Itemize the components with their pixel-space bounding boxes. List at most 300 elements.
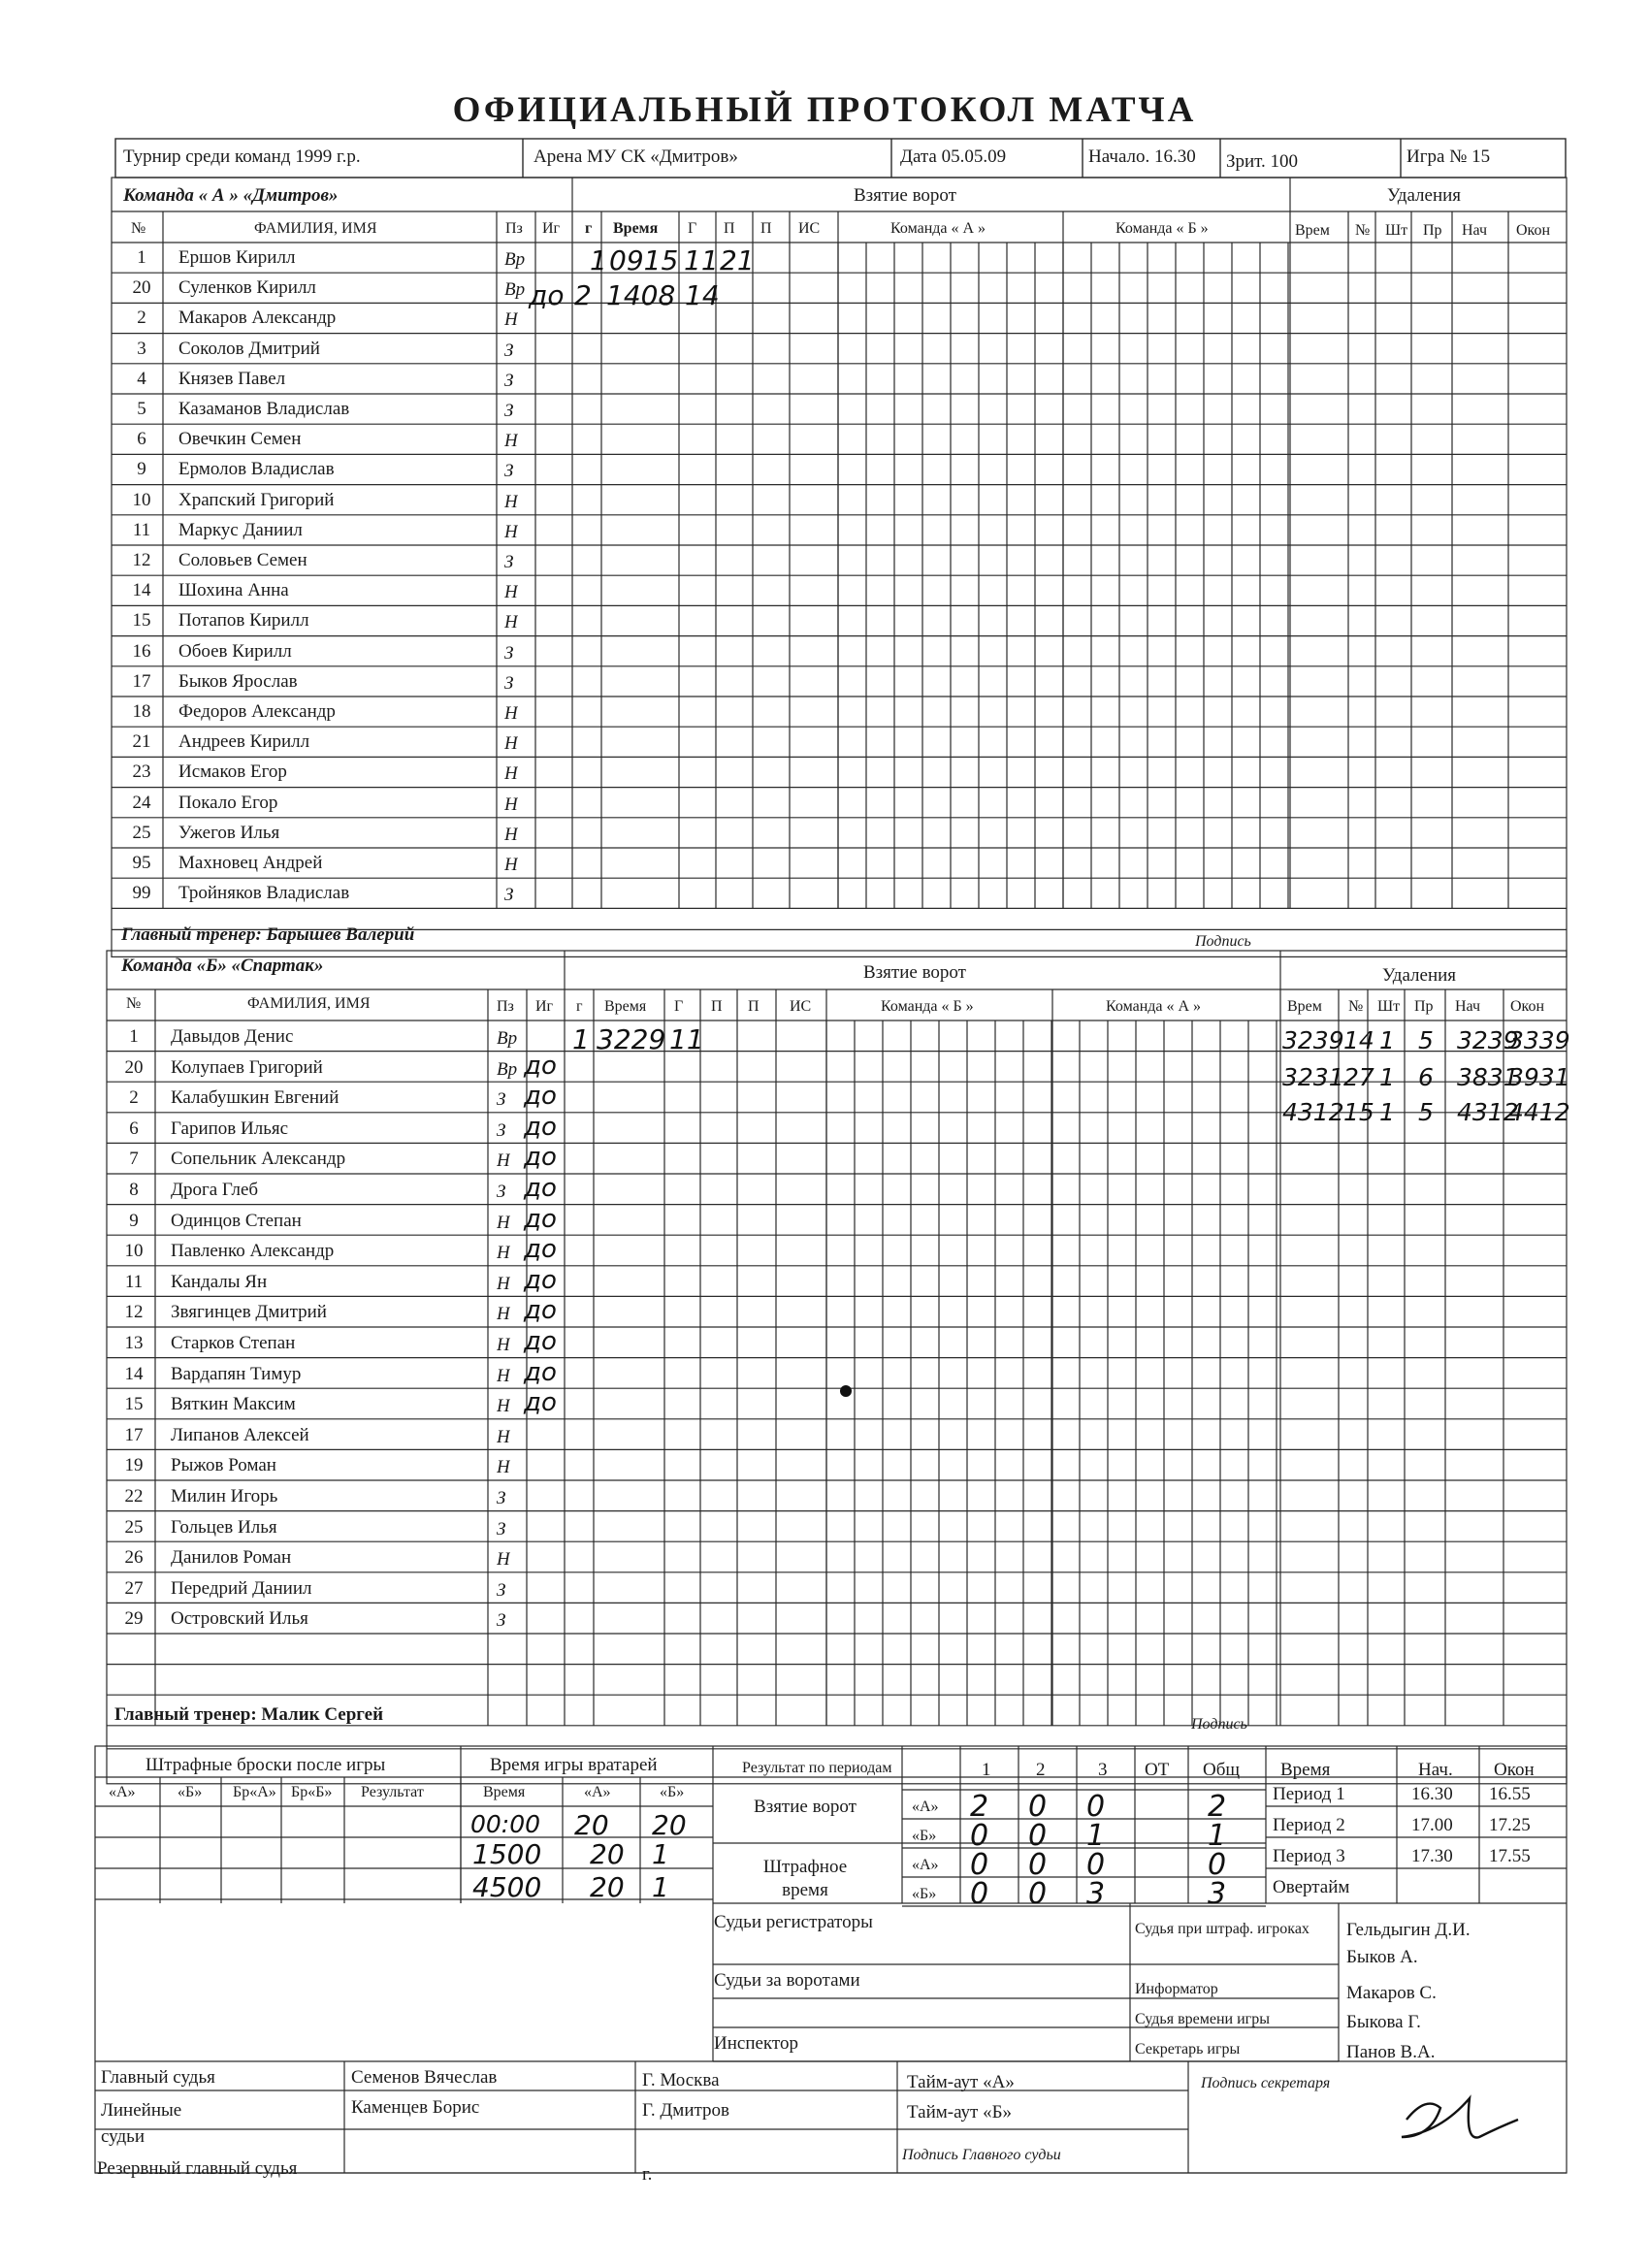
team-b-player-name: Островский Илья [171,1609,308,1629]
period-score-pen-a: 0 [970,1848,989,1882]
team-b-player-number: 29 [124,1609,144,1629]
team-b-player-position: Вр [497,1029,518,1048]
team-a-player-number: 5 [137,400,146,418]
goals-team-a-tag: «А» [912,1799,939,1815]
team-b-pen-3-time: 4312 [1282,1098,1344,1126]
team-a-player-name: Потапов Кирилл [178,611,309,631]
period-1-header: 1 [982,1761,991,1779]
team-a-played-mark: до [529,279,565,311]
period-score-goals-b: 1 [1086,1819,1106,1853]
team-b-player-number: 26 [124,1548,144,1568]
team-a-player-name: Соловьев Семен [178,551,307,569]
team-b-player-number: 17 [124,1425,144,1444]
game-number-label: Игра № 15 [1406,147,1491,166]
team-a-player-position: Н [504,734,518,754]
gk-col-a: «А» [584,1785,611,1800]
team-a-goal-1-assist: 21 [720,244,755,276]
team-a-player-number: 12 [132,551,151,569]
period-score-pen-b: 0 [970,1877,989,1911]
team-b-player-name: Давыдов Денис [171,1027,294,1046]
line-referees-name: Каменцев Борис [351,2098,480,2117]
team-b-player-position: Н [497,1305,510,1324]
chief-signature-label: Подпись Главного судьи [902,2148,1061,2163]
reserve-referee-city: г. [642,2165,653,2184]
team-b-player-name: Калабушкин Евгений [171,1088,340,1108]
page-title: ОФИЦИАЛЬНЫЙ ПРОТОКОЛ МАТЧА [452,90,1197,130]
head-referee-city: Г. Москва [642,2071,720,2090]
team-b-label: Команда «Б» «Спартак» [121,956,324,975]
gk-col-time: Время [483,1785,526,1800]
team-b-goal-1-scorer: 11 [669,1023,704,1055]
team-b-played-mark: до [524,1174,557,1203]
period-score-goals-a: 2 [970,1790,989,1824]
team-a-team-col-1: Команда « А » [890,221,986,237]
team-b-player-name: Липанов Алексей [171,1425,309,1444]
goals-row-label: Взятие ворот [754,1797,857,1817]
period-score-goals-b: 1 [1208,1819,1227,1853]
line-referees-city: Г. Дмитров [642,2101,729,2120]
team-a-player-number: 20 [132,278,151,298]
team-b-player-name: Данилов Роман [171,1548,292,1568]
team-a-pen-col-pen: Шт [1385,223,1408,239]
team-b-player-name: Звягинцев Дмитрий [171,1303,327,1322]
shootout-title: Штрафные броски после игры [146,1756,386,1774]
team-b-player-position: Н [497,1427,510,1446]
team-b-pen-3-start: 4312 [1457,1098,1519,1126]
team-b-pen-2-time: 3231 [1282,1063,1344,1091]
period-time-start: 16.30 [1411,1785,1453,1803]
penalty-box-judge-name-1: Гельдыгин Д.И. [1346,1921,1471,1939]
shootout-col-bra: Бр«А» [233,1785,276,1800]
team-b-pen-1-no: 14 [1343,1026,1374,1054]
team-a-player-name: Федоров Александр [178,702,336,721]
team-b-player-name: Колупаев Григорий [171,1057,323,1077]
spectators-label: Зрит. 100 [1226,152,1299,171]
team-a-player-number: 4 [137,369,146,388]
team-a-player-name: Тройняков Владислав [178,884,350,903]
team-b-pen-1-start: 3239 [1457,1026,1519,1054]
team-b-goal-col-is: ИС [790,999,812,1015]
team-b-pen-col-start: Нач [1455,999,1481,1015]
team-b-player-position: З [497,1183,506,1201]
team-b-player-position: Вр [497,1059,518,1079]
arena-label: Арена МУ СК «Дмитров» [534,147,738,166]
team-a-player-position: З [504,371,514,390]
team-b-player-number: 10 [124,1242,144,1261]
team-b-player-number: 13 [124,1334,144,1352]
officials-goal-judges: Судьи за воротами [714,1971,860,1990]
period-time-label: Период 3 [1273,1847,1345,1865]
team-a-player-position: Н [504,856,518,874]
team-b-goal-1-number: 1 [572,1023,590,1055]
team-a-goal-col-goal: Г [688,221,697,237]
period-score-goals-a: 0 [1086,1790,1106,1824]
team-a-goals-section: Взятие ворот [854,186,956,205]
team-a-pen-col-time: Врем [1295,223,1330,239]
team-b-pen-3-code: 5 [1418,1098,1434,1126]
team-a-player-number: 17 [132,671,151,691]
gk-row-2-b: 1 [652,1838,669,1870]
informer-name: Макаров С. [1346,1984,1437,2002]
team-b-player-number: 14 [124,1364,144,1383]
penalty-box-judge-role: Судья при штраф. игроках [1135,1921,1310,1937]
team-a-goal-2-scorer: 14 [685,279,720,311]
team-a-player-number: 9 [137,460,146,479]
team-a-col-played: Иг [542,221,561,237]
team-a-player-number: 6 [137,430,146,449]
team-b-player-name: Вяткин Максим [171,1395,296,1414]
period-score-goals-a: 2 [1208,1790,1227,1824]
team-a-player-position: Н [504,613,518,632]
team-a-player-name: Ермолов Владислав [178,460,335,479]
period-ot-header: ОТ [1145,1761,1170,1779]
team-a-player-name: Казаманов Владислав [178,400,350,418]
team-a-player-number: 1 [137,248,146,267]
team-b-pen-col-no: № [1348,999,1364,1015]
team-b-player-number: 25 [124,1517,144,1537]
pen-team-a-tag: «А» [912,1858,939,1873]
team-a-player-name: Овечкин Семен [178,430,302,449]
team-a-player-number: 18 [132,702,151,721]
officials-inspector: Инспектор [714,2034,798,2053]
period-time-end: 17.25 [1489,1816,1531,1834]
team-b-pen-3-no: 15 [1343,1098,1374,1126]
team-b-penalties-section: Удаления [1382,966,1457,985]
shootout-col-b: «Б» [178,1785,203,1800]
team-a-player-name: Обоев Кирилл [178,641,292,661]
team-b-player-number: 1 [129,1027,139,1046]
team-b-played-mark: до [524,1357,557,1387]
period-score-pen-b: 3 [1208,1877,1227,1911]
team-b-goal-1-time: 3229 [597,1023,666,1055]
team-b-player-name: Павленко Александр [171,1242,335,1261]
team-b-pen-1-code: 5 [1418,1026,1434,1054]
team-b-col-no: № [126,996,142,1012]
team-b-player-position: Н [497,1550,510,1570]
team-a-player-name: Соколов Дмитрий [178,339,320,358]
team-a-col-name: ФАМИЛИЯ, ИМЯ [254,221,377,237]
team-b-pen-col-time: Врем [1287,999,1322,1015]
shootout-col-a: «А» [109,1785,136,1800]
gk-row-1-b: 20 [652,1809,687,1841]
team-b-pen-2-end: 3931 [1508,1063,1570,1091]
team-a-player-number: 10 [132,490,151,509]
team-b-pen-1-pen: 1 [1379,1026,1395,1054]
team-b-played-mark: до [524,1296,557,1326]
signature-mark [1402,2098,1518,2138]
pen-team-b-tag: «Б» [912,1887,937,1902]
gk-row-1-a: 20 [574,1809,609,1841]
team-b-pen-2-no: 27 [1343,1063,1374,1091]
penalty-box-judge-name-2: Быков А. [1346,1948,1418,1966]
team-b-coach: Главный тренер: Малик Сергей [114,1705,384,1724]
team-b-col-pos: Пз [497,999,514,1015]
head-referee-role: Главный судья [101,2068,215,2087]
team-a-pen-col-no: № [1355,223,1371,239]
team-a-player-number: 15 [132,611,151,631]
team-b-played-mark: до [524,1327,557,1356]
team-a-pen-col-end: Окон [1516,223,1551,239]
secretary-role: Секретарь игры [1135,2042,1241,2057]
team-a-player-name: Андреев Кирилл [178,732,310,752]
team-b-played-mark: до [524,1051,557,1081]
team-a-player-name: Ужегов Илья [178,823,280,842]
team-a-player-number: 21 [132,732,151,752]
gk-row-1-time: 00:00 [470,1810,541,1838]
team-a-goal-1-scorer: 11 [684,244,719,276]
team-a-player-position: Н [504,492,518,511]
gk-row-2-time: 1500 [472,1838,542,1870]
team-b-player-position: Н [497,1274,510,1293]
team-a-goal-2-time: 1408 [606,279,676,311]
team-a-signature-label: Подпись [1195,934,1251,950]
gk-row-3-b: 1 [652,1871,669,1903]
results-title: Результат по периодам [742,1761,892,1776]
team-a-player-number: 99 [132,884,151,903]
team-b-team-col-2: Команда « А » [1106,999,1202,1015]
team-a-player-position: Вр [504,280,526,300]
officials-registrars-1: Судьи регистраторы [714,1913,873,1931]
penalty-row-label: Штрафное время [762,1857,848,1900]
team-b-player-number: 9 [129,1211,139,1230]
team-b-pen-col-pen: Шт [1377,999,1401,1015]
period-total-header: Общ [1203,1761,1241,1779]
time-col-start: Нач. [1418,1761,1453,1779]
timeout-a: Тайм-аут «А» [907,2073,1015,2091]
team-a-player-number: 2 [137,308,146,328]
team-b-player-position: З [497,1611,506,1631]
team-b-player-position: Н [497,1366,510,1385]
team-a-goal-col-time: Время [613,221,659,237]
team-b-pen-1-end: 3339 [1508,1026,1570,1054]
team-b-player-position: Н [497,1244,510,1263]
team-a-player-name: Покало Егор [178,793,278,812]
team-a-player-position: З [504,673,514,693]
team-a-player-name: Ершов Кирилл [178,248,296,267]
team-b-player-position: Н [497,1397,510,1416]
team-a-player-name: Исмаков Егор [178,762,287,782]
period-score-pen-a: 0 [1208,1848,1227,1882]
team-b-played-mark: до [524,1235,557,1265]
team-a-player-position: З [504,643,514,663]
team-b-player-number: 15 [124,1395,144,1414]
team-b-player-name: Гольцев Илья [171,1517,277,1537]
team-a-pen-col-code: Пр [1423,223,1442,239]
team-a-pen-col-start: Нач [1462,223,1488,239]
team-a-label: Команда « А » «Дмитров» [123,186,339,205]
team-a-player-position: З [504,462,514,481]
team-b-played-mark: до [524,1082,557,1112]
team-b-player-position: Н [497,1213,510,1232]
team-b-player-position: Н [497,1151,510,1171]
head-referee-name: Семенов Вячеслав [351,2068,498,2087]
team-b-player-number: 8 [129,1181,139,1199]
team-b-player-position: Н [497,1458,510,1477]
team-b-player-name: Вардапян Тимур [171,1364,302,1383]
team-b-player-number: 6 [129,1118,139,1138]
shootout-col-result: Результат [361,1785,424,1800]
team-b-player-number: 7 [129,1150,139,1169]
team-b-pen-col-code: Пр [1414,999,1434,1015]
period-time-start: 17.00 [1411,1816,1453,1834]
period-score-pen-a: 0 [1028,1848,1048,1882]
period-score-pen-b: 3 [1086,1877,1106,1911]
team-b-player-position: З [497,1580,506,1600]
team-b-player-name: Одинцов Степан [171,1211,302,1230]
team-a-goal-col-assist1: П [724,221,735,237]
gk-row-3-a: 20 [590,1871,625,1903]
team-a-coach: Главный тренер: Барышев Валерий [121,925,415,944]
gk-row-2-a: 20 [590,1838,625,1870]
team-b-col-name: ФАМИЛИЯ, ИМЯ [247,996,371,1012]
team-b-player-name: Дрога Глеб [171,1181,259,1199]
team-b-played-mark: до [524,1112,557,1142]
team-b-player-position: З [497,1489,506,1507]
team-b-pen-2-pen: 1 [1379,1063,1395,1091]
period-time-label: Период 2 [1273,1816,1345,1834]
team-b-player-position: З [497,1090,506,1110]
timekeeper-name: Быкова Г. [1346,2013,1421,2031]
time-col-end: Окон [1494,1761,1535,1779]
team-a-player-number: 3 [137,339,146,358]
team-a-player-position: Вр [504,250,526,269]
secretary-signature-label: Подпись секретаря [1201,2076,1331,2091]
informer-role: Информатор [1135,1982,1218,1997]
gk-col-b: «Б» [660,1785,685,1800]
team-a-player-position: Н [504,704,518,723]
team-a-player-position: Н [504,583,518,602]
team-b-player-name: Сопельник Александр [171,1150,346,1169]
team-b-player-number: 20 [124,1057,144,1077]
team-a-player-name: Суленков Кирилл [178,278,316,298]
team-b-player-number: 22 [124,1487,144,1506]
team-b-player-number: 11 [124,1272,144,1291]
team-a-player-position: Н [504,432,518,451]
secretary-name: Панов В.А. [1346,2043,1436,2061]
date-label: Дата 05.05.09 [900,147,1007,166]
team-b-player-number: 12 [124,1303,144,1322]
period-time-label: Период 1 [1273,1785,1345,1803]
team-a-player-name: Шохина Анна [178,581,289,600]
gk-title: Время игры вратарей [490,1756,658,1774]
team-b-signature-label: Подпись [1191,1717,1247,1733]
team-b-col-played: Иг [535,999,554,1015]
team-a-team-col-2: Команда « Б » [1116,221,1209,237]
team-a-player-name: Маркус Даниил [178,520,303,539]
timeout-b: Тайм-аут «Б» [907,2103,1013,2122]
shootout-col-brb: Бр«Б» [291,1785,333,1800]
period-time-end: 17.55 [1489,1847,1531,1865]
line-referees-role: Линейные судьи [101,2100,182,2147]
team-a-goal-col-g: г [585,221,593,237]
team-b-played-mark: до [524,1265,557,1295]
period-score-goals-a: 0 [1028,1790,1048,1824]
team-a-player-number: 11 [132,520,151,539]
team-a-col-no: № [131,221,146,237]
period-time-end: 16.55 [1489,1785,1531,1803]
team-a-player-number: 16 [132,641,151,661]
team-b-player-position: З [497,1519,506,1539]
team-b-pen-2-start: 3831 [1457,1063,1519,1091]
team-a-player-number: 25 [132,823,151,842]
team-b-pen-1-time: 3239 [1282,1026,1344,1054]
team-b-goal-col-assist2: П [748,999,760,1015]
period-3-header: 3 [1098,1761,1108,1779]
team-b-player-name: Кандалы Ян [171,1272,268,1291]
team-a-player-number: 95 [132,854,151,872]
period-time-start: 17.30 [1411,1847,1453,1865]
timekeeper-role: Судья времени игры [1135,2012,1270,2027]
team-a-goal-col-assist2: П [760,221,772,237]
team-b-player-position: З [497,1120,506,1140]
team-a-player-position: З [504,402,514,420]
period-time-label: Овертайм [1273,1878,1350,1896]
team-a-player-position: З [504,886,514,905]
team-a-player-name: Махновец Андрей [178,854,323,872]
team-a-player-position: Н [504,522,518,541]
team-b-player-name: Старков Степан [171,1334,296,1352]
team-b-played-mark: до [524,1143,557,1173]
team-a-col-pos: Пз [505,221,523,237]
team-b-goal-col-time: Время [604,999,647,1015]
gk-row-3-time: 4500 [472,1871,542,1903]
time-title: Время [1280,1761,1331,1779]
tournament-label: Турнир среди команд 1999 г.р. [123,147,361,166]
team-b-player-name: Передрий Даниил [171,1578,312,1598]
team-b-player-name: Милин Игорь [171,1487,278,1506]
team-a-player-position: З [504,553,514,571]
goals-team-b-tag: «Б» [912,1829,937,1844]
team-a-player-name: Макаров Александр [178,308,337,328]
team-a-player-name: Князев Павел [178,369,286,388]
team-b-player-number: 27 [124,1578,144,1598]
period-score-pen-b: 0 [1028,1877,1048,1911]
team-b-player-number: 2 [129,1088,139,1108]
period-score-pen-a: 0 [1086,1848,1106,1882]
team-b-player-number: 19 [124,1456,144,1475]
team-a-player-number: 14 [132,581,151,600]
team-a-player-position: Н [504,764,518,784]
period-2-header: 2 [1036,1761,1046,1779]
team-a-player-position: Н [504,310,518,330]
team-a-player-position: Н [504,825,518,844]
team-a-player-position: Н [504,794,518,814]
team-a-goal-1-time: 0915 [609,244,679,276]
period-score-goals-b: 0 [970,1819,989,1853]
team-b-goals-section: Взятие ворот [863,963,966,982]
team-b-pen-3-pen: 1 [1379,1098,1395,1126]
team-b-player-name: Рыжов Роман [171,1456,276,1475]
team-b-team-col-1: Команда « Б » [881,999,974,1015]
team-a-penalties-section: Удаления [1387,186,1462,205]
team-b-pen-col-end: Окон [1510,999,1545,1015]
team-a-player-name: Храпский Григорий [178,490,335,509]
team-a-goal-col-is: ИС [798,221,821,237]
ink-spot [840,1385,852,1397]
start-time-label: Начало. 16.30 [1088,147,1196,166]
team-b-goal-col-assist1: П [711,999,723,1015]
team-b-goal-col-goal: Г [674,999,684,1015]
reserve-referee-role: Резервный главный судья [97,2159,298,2178]
team-b-pen-3-end: 4412 [1508,1098,1570,1126]
team-a-player-number: 24 [132,793,151,812]
period-score-goals-b: 0 [1028,1819,1048,1853]
team-b-player-name: Гарипов Ильяс [171,1118,289,1138]
team-b-pen-2-code: 6 [1418,1063,1434,1091]
team-b-player-position: Н [497,1336,510,1354]
team-a-player-position: З [504,340,514,360]
team-a-player-name: Быков Ярослав [178,671,298,691]
